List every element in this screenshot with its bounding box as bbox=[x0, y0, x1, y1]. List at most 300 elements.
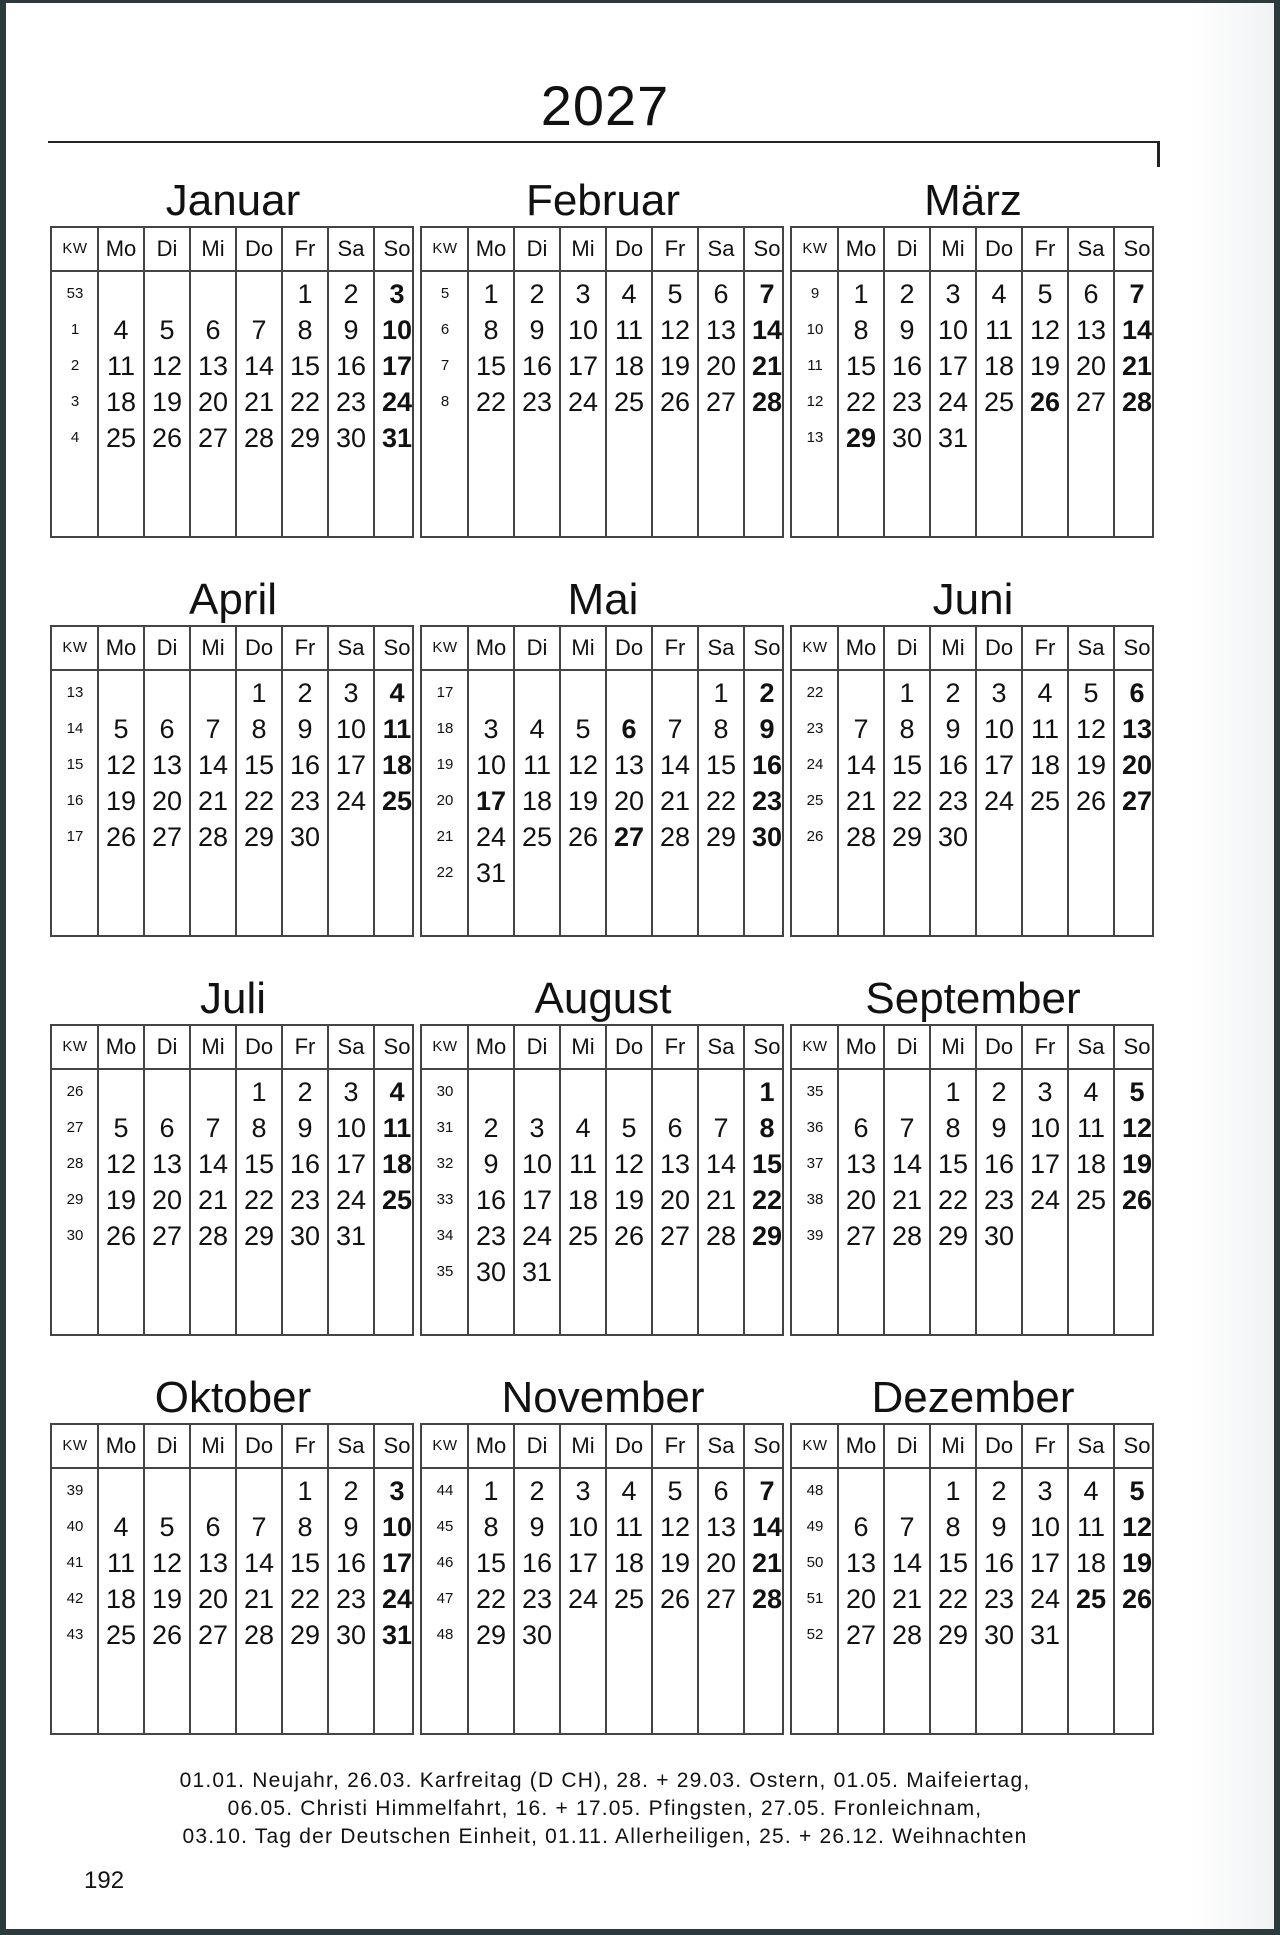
day-cell: 12 bbox=[105, 1149, 137, 1179]
day-cell: 22 bbox=[891, 786, 923, 816]
day-cell: 31 bbox=[335, 1221, 367, 1251]
week-number: 49 bbox=[806, 1518, 824, 1535]
week-number-header: KW bbox=[62, 639, 88, 656]
day-cell: 9 bbox=[991, 1113, 1007, 1143]
day-cell: 26 bbox=[105, 822, 137, 852]
week-number-header: KW bbox=[432, 639, 458, 656]
day-cell: 8 bbox=[297, 315, 313, 345]
day-cell: 23 bbox=[335, 1584, 367, 1614]
week-number: 13 bbox=[66, 684, 84, 701]
year-underline-tick bbox=[1157, 141, 1160, 167]
day-cell: 21 bbox=[659, 786, 691, 816]
weekday-header: Fr bbox=[1034, 1034, 1056, 1059]
day-cell: 13 bbox=[845, 1149, 877, 1179]
month-grid bbox=[420, 1024, 784, 1336]
day-cell: 1 bbox=[297, 1476, 313, 1506]
month-title: November bbox=[501, 1373, 705, 1422]
day-cell: 14 bbox=[891, 1149, 923, 1179]
day-cell: 28 bbox=[705, 1221, 737, 1251]
month-title: April bbox=[188, 575, 278, 624]
sunday-day: 19 bbox=[1121, 1149, 1153, 1179]
sunday-day: 1 bbox=[759, 1077, 775, 1107]
day-cell: 18 bbox=[613, 351, 645, 381]
day-cell: 10 bbox=[1029, 1512, 1061, 1542]
week-number: 50 bbox=[806, 1554, 824, 1571]
weekday-header: Di bbox=[156, 236, 178, 261]
month-grid bbox=[50, 625, 414, 937]
weekday-header: So bbox=[383, 635, 411, 660]
weekday-header: Mo bbox=[105, 635, 137, 660]
week-number: 10 bbox=[806, 321, 824, 338]
day-cell: 17 bbox=[335, 750, 367, 780]
day-cell: 10 bbox=[983, 714, 1015, 744]
week-number-header: KW bbox=[62, 1437, 88, 1454]
weekday-header: Fr bbox=[664, 635, 686, 660]
day-cell: 26 bbox=[567, 822, 599, 852]
holiday-line: 06.05. Christi Himmelfahrt, 16. + 17.05. Pfingsten, 27.05. Fronleichnam, bbox=[227, 1797, 983, 1820]
day-cell: 4 bbox=[529, 714, 545, 744]
week-number: 51 bbox=[806, 1590, 824, 1607]
week-number: 45 bbox=[436, 1518, 454, 1535]
weekday-header: So bbox=[1123, 1034, 1151, 1059]
day-cell: 19 bbox=[105, 786, 137, 816]
week-number: 48 bbox=[436, 1626, 454, 1643]
day-cell: 15 bbox=[937, 1548, 969, 1578]
week-number: 35 bbox=[806, 1083, 824, 1100]
weekday-header: Sa bbox=[1077, 635, 1105, 660]
month-grid bbox=[790, 625, 1154, 937]
day-cell: 30 bbox=[983, 1620, 1015, 1650]
day-cell: 1 bbox=[713, 678, 729, 708]
week-number: 7 bbox=[440, 357, 450, 374]
day-cell: 27 bbox=[845, 1620, 877, 1650]
day-cell: 3 bbox=[945, 279, 961, 309]
day-cell: 4 bbox=[1083, 1476, 1099, 1506]
grid-header-line bbox=[422, 1068, 782, 1070]
week-number: 52 bbox=[806, 1626, 824, 1643]
weekday-header: So bbox=[383, 236, 411, 261]
day-cell: 6 bbox=[853, 1113, 869, 1143]
day-cell: 28 bbox=[891, 1620, 923, 1650]
sunday-day: 7 bbox=[759, 1476, 775, 1506]
sunday-day: 16 bbox=[751, 750, 783, 780]
day-cell: 4 bbox=[113, 315, 129, 345]
month-grid bbox=[790, 1024, 1154, 1336]
day-cell: 30 bbox=[335, 1620, 367, 1650]
holiday-line: 01.01. Neujahr, 26.03. Karfreitag (D CH), 28. + 29.03. Ostern, 01.05. Maifeiertag, bbox=[179, 1769, 1031, 1792]
day-cell: 15 bbox=[937, 1149, 969, 1179]
sunday-day: 18 bbox=[381, 1149, 413, 1179]
day-cell: 2 bbox=[529, 1476, 545, 1506]
day-cell: 15 bbox=[475, 351, 507, 381]
day-cell: 12 bbox=[659, 315, 691, 345]
day-cell: 6 bbox=[159, 1113, 175, 1143]
day-cell: 15 bbox=[243, 1149, 275, 1179]
day-cell: 13 bbox=[705, 1512, 737, 1542]
day-cell: 7 bbox=[899, 1113, 915, 1143]
day-cell: 22 bbox=[289, 387, 321, 417]
weekday-header: Do bbox=[614, 635, 644, 660]
day-cell: 2 bbox=[297, 1077, 313, 1107]
day-cell: 14 bbox=[197, 1149, 229, 1179]
weekday-header: Di bbox=[156, 1034, 178, 1059]
day-cell: 13 bbox=[613, 750, 645, 780]
week-number: 38 bbox=[806, 1191, 824, 1208]
day-cell: 16 bbox=[475, 1185, 507, 1215]
day-cell: 11 bbox=[984, 315, 1014, 345]
day-cell: 23 bbox=[937, 786, 969, 816]
day-cell: 21 bbox=[197, 1185, 229, 1215]
sunday-day: 26 bbox=[1121, 1185, 1153, 1215]
weekday-header: Do bbox=[984, 635, 1014, 660]
sunday-day: 27 bbox=[1121, 786, 1153, 816]
day-cell: 25 bbox=[105, 423, 137, 453]
day-cell: 31 bbox=[937, 423, 969, 453]
month-title: März bbox=[924, 176, 1022, 225]
day-cell: 24 bbox=[1029, 1584, 1061, 1614]
day-cell: 12 bbox=[567, 750, 599, 780]
month-grid bbox=[420, 625, 784, 937]
day-cell: 21 bbox=[197, 786, 229, 816]
sunday-day: 23 bbox=[751, 786, 783, 816]
day-cell: 5 bbox=[667, 1476, 683, 1506]
sunday-day: 25 bbox=[381, 786, 413, 816]
day-cell: 8 bbox=[945, 1113, 961, 1143]
day-cell: 22 bbox=[475, 1584, 507, 1614]
day-cell: 16 bbox=[289, 1149, 321, 1179]
day-cell: 15 bbox=[891, 750, 923, 780]
week-number: 33 bbox=[436, 1191, 454, 1208]
day-cell: 25 bbox=[613, 387, 645, 417]
weekday-header: Di bbox=[896, 1433, 918, 1458]
day-cell: 5 bbox=[113, 1113, 129, 1143]
month-block bbox=[48, 974, 418, 1434]
weekday-header: Fr bbox=[1034, 635, 1056, 660]
day-cell: 5 bbox=[159, 315, 175, 345]
day-cell: 16 bbox=[937, 750, 969, 780]
sunday-day: 22 bbox=[751, 1185, 783, 1215]
week-number: 2 bbox=[70, 357, 80, 374]
day-cell: 21 bbox=[845, 786, 877, 816]
month-block bbox=[418, 176, 788, 636]
day-cell: 29 bbox=[289, 1620, 321, 1650]
day-cell: 20 bbox=[659, 1185, 691, 1215]
day-cell: 18 bbox=[1075, 1149, 1107, 1179]
day-cell: 11 bbox=[522, 750, 552, 780]
weekday-header: Di bbox=[896, 1034, 918, 1059]
month-block bbox=[48, 176, 418, 636]
day-cell: 12 bbox=[613, 1149, 645, 1179]
day-cell: 1 bbox=[251, 678, 267, 708]
day-cell: 27 bbox=[151, 822, 183, 852]
day-cell: 30 bbox=[937, 822, 969, 852]
day-cell: 20 bbox=[151, 786, 183, 816]
weekday-header: Mi bbox=[201, 236, 225, 261]
day-cell: 25 bbox=[1075, 1185, 1107, 1215]
sunday-day: 14 bbox=[751, 315, 783, 345]
weekday-header: Do bbox=[614, 1433, 644, 1458]
day-cell: 28 bbox=[243, 423, 275, 453]
day-cell: 12 bbox=[659, 1512, 691, 1542]
day-cell: 3 bbox=[343, 1077, 359, 1107]
day-cell: 15 bbox=[475, 1548, 507, 1578]
day-cell: 17 bbox=[567, 351, 599, 381]
week-number: 8 bbox=[440, 393, 450, 410]
day-cell: 8 bbox=[251, 714, 267, 744]
day-cell: 1 bbox=[251, 1077, 267, 1107]
week-number: 6 bbox=[440, 321, 450, 338]
sunday-day: 28 bbox=[751, 387, 783, 417]
day-cell: 2 bbox=[343, 1476, 359, 1506]
sunday-day: 29 bbox=[751, 1221, 783, 1251]
sunday-day: 28 bbox=[1121, 387, 1153, 417]
day-cell: 16 bbox=[983, 1149, 1015, 1179]
day-cell: 19 bbox=[567, 786, 599, 816]
week-number: 5 bbox=[440, 285, 450, 302]
week-number: 21 bbox=[436, 828, 454, 845]
day-cell: 7 bbox=[205, 1113, 221, 1143]
day-cell: 6 bbox=[713, 279, 729, 309]
week-number: 28 bbox=[66, 1155, 84, 1172]
page-edge-shadow bbox=[1190, 3, 1274, 1929]
week-number: 39 bbox=[806, 1227, 824, 1244]
day-cell: 13 bbox=[1075, 315, 1107, 345]
weekday-header: Mi bbox=[201, 1433, 225, 1458]
weekday-header: Mo bbox=[845, 635, 877, 660]
month-block bbox=[788, 974, 1158, 1434]
day-cell: 27 bbox=[659, 1221, 691, 1251]
day-cell: 29 bbox=[891, 822, 923, 852]
day-cell: 29 bbox=[289, 423, 321, 453]
day-cell: 8 bbox=[483, 1512, 499, 1542]
day-cell: 17 bbox=[1029, 1149, 1061, 1179]
sunday-day: 11 bbox=[382, 1113, 412, 1143]
sunday-day: 21 bbox=[1121, 351, 1153, 381]
day-cell: 12 bbox=[105, 750, 137, 780]
month-title: Juni bbox=[932, 575, 1014, 624]
day-cell: 13 bbox=[845, 1548, 877, 1578]
day-cell: 2 bbox=[483, 1113, 499, 1143]
day-cell: 9 bbox=[483, 1149, 499, 1179]
weekday-header: Fr bbox=[294, 236, 316, 261]
day-cell: 24 bbox=[335, 786, 367, 816]
weekday-header: So bbox=[383, 1433, 411, 1458]
day-cell: 23 bbox=[521, 387, 553, 417]
sunday-day: 20 bbox=[1121, 750, 1153, 780]
day-cell: 11 bbox=[1076, 1113, 1106, 1143]
sunday-day: 13 bbox=[1121, 714, 1153, 744]
day-cell: 20 bbox=[151, 1185, 183, 1215]
day-cell: 5 bbox=[113, 714, 129, 744]
day-cell: 10 bbox=[521, 1149, 553, 1179]
day-cell: 29 bbox=[243, 822, 275, 852]
day-cell: 28 bbox=[197, 1221, 229, 1251]
week-number: 18 bbox=[436, 720, 454, 737]
weekday-header: Do bbox=[984, 1034, 1014, 1059]
day-cell: 30 bbox=[475, 1257, 507, 1287]
weekday-header: Sa bbox=[707, 1034, 735, 1059]
sunday-day: 31 bbox=[381, 1620, 413, 1650]
weekday-header: Mi bbox=[201, 635, 225, 660]
month-block bbox=[418, 575, 788, 1035]
day-cell: 5 bbox=[1083, 678, 1099, 708]
day-cell: 18 bbox=[613, 1548, 645, 1578]
day-cell: 25 bbox=[567, 1221, 599, 1251]
day-cell: 18 bbox=[1075, 1548, 1107, 1578]
weekday-header: Do bbox=[244, 1034, 274, 1059]
day-cell: 10 bbox=[937, 315, 969, 345]
day-cell: 15 bbox=[243, 750, 275, 780]
day-cell: 20 bbox=[705, 1548, 737, 1578]
weekday-header: Mo bbox=[475, 236, 507, 261]
day-cell: 15 bbox=[289, 351, 321, 381]
day-cell: 24 bbox=[475, 822, 507, 852]
day-cell: 2 bbox=[899, 279, 915, 309]
week-number: 12 bbox=[806, 393, 824, 410]
day-cell: 20 bbox=[845, 1584, 877, 1614]
weekday-header: Mo bbox=[845, 236, 877, 261]
week-number: 24 bbox=[806, 756, 824, 773]
day-cell: 10 bbox=[567, 1512, 599, 1542]
week-number: 34 bbox=[436, 1227, 454, 1244]
day-cell: 4 bbox=[621, 1476, 637, 1506]
week-number: 43 bbox=[66, 1626, 84, 1643]
day-cell: 23 bbox=[983, 1584, 1015, 1614]
week-number: 53 bbox=[66, 285, 84, 302]
day-cell: 26 bbox=[659, 387, 691, 417]
weekday-header: Do bbox=[244, 236, 274, 261]
day-cell: 25 bbox=[613, 1584, 645, 1614]
day-cell: 9 bbox=[343, 1512, 359, 1542]
day-cell: 18 bbox=[1029, 750, 1061, 780]
day-cell: 9 bbox=[529, 315, 545, 345]
day-cell: 18 bbox=[521, 786, 553, 816]
sunday-day: 5 bbox=[1129, 1077, 1145, 1107]
weekday-header: Sa bbox=[337, 236, 365, 261]
day-cell: 19 bbox=[1075, 750, 1107, 780]
day-cell: 26 bbox=[1075, 786, 1107, 816]
day-cell: 22 bbox=[705, 786, 737, 816]
day-cell: 22 bbox=[475, 387, 507, 417]
day-cell: 10 bbox=[1029, 1113, 1061, 1143]
week-number: 1 bbox=[70, 321, 80, 338]
weekday-header: Sa bbox=[1077, 1433, 1105, 1458]
day-cell: 6 bbox=[713, 1476, 729, 1506]
day-cell: 5 bbox=[667, 279, 683, 309]
day-cell: 16 bbox=[335, 1548, 367, 1578]
day-cell: 9 bbox=[529, 1512, 545, 1542]
week-number: 26 bbox=[806, 828, 824, 845]
weekday-header: Fr bbox=[1034, 1433, 1056, 1458]
weekday-header: So bbox=[1123, 236, 1151, 261]
weekday-header: Sa bbox=[337, 1034, 365, 1059]
day-cell: 16 bbox=[521, 1548, 553, 1578]
month-grid bbox=[790, 226, 1154, 538]
sunday-day: 6 bbox=[1129, 678, 1145, 708]
day-cell: 6 bbox=[853, 1512, 869, 1542]
day-cell: 7 bbox=[899, 1512, 915, 1542]
day-cell: 23 bbox=[891, 387, 923, 417]
day-cell: 27 bbox=[845, 1221, 877, 1251]
week-number: 17 bbox=[66, 828, 84, 845]
day-cell: 4 bbox=[1083, 1077, 1099, 1107]
page-number: 192 bbox=[84, 1867, 125, 1894]
week-number-header: KW bbox=[432, 1437, 458, 1454]
day-cell: 3 bbox=[529, 1113, 545, 1143]
day-cell: 16 bbox=[289, 750, 321, 780]
day-cell: 15 bbox=[705, 750, 737, 780]
week-number: 26 bbox=[66, 1083, 84, 1100]
month-grid bbox=[50, 1024, 414, 1336]
day-cell: 6 bbox=[205, 1512, 221, 1542]
day-cell: 24 bbox=[567, 1584, 599, 1614]
day-cell: 9 bbox=[297, 1113, 313, 1143]
day-cell: 9 bbox=[945, 714, 961, 744]
weekday-header: Do bbox=[984, 1433, 1014, 1458]
week-number: 30 bbox=[66, 1227, 84, 1244]
weekday-header: Mo bbox=[105, 1433, 137, 1458]
day-cell: 22 bbox=[845, 387, 877, 417]
month-title: Februar bbox=[525, 176, 681, 225]
sunday-day: 8 bbox=[759, 1113, 775, 1143]
week-number: 13 bbox=[806, 429, 824, 446]
day-cell: 25 bbox=[983, 387, 1015, 417]
day-cell: 27 bbox=[197, 423, 229, 453]
week-number: 9 bbox=[810, 285, 820, 302]
day-cell: 31 bbox=[521, 1257, 553, 1287]
weekday-header: Fr bbox=[294, 1433, 316, 1458]
day-cell: 17 bbox=[983, 750, 1015, 780]
day-cell: 7 bbox=[713, 1113, 729, 1143]
weekday-header: Sa bbox=[1077, 236, 1105, 261]
day-cell: 24 bbox=[983, 786, 1015, 816]
day-cell: 11 bbox=[568, 1149, 598, 1179]
weekday-header: Mo bbox=[475, 635, 507, 660]
day-cell: 28 bbox=[197, 822, 229, 852]
day-cell: 11 bbox=[614, 1512, 644, 1542]
week-number: 47 bbox=[436, 1590, 454, 1607]
sunday-day: 7 bbox=[1129, 279, 1145, 309]
day-cell: 3 bbox=[483, 714, 499, 744]
day-cell: 4 bbox=[113, 1512, 129, 1542]
week-number: 15 bbox=[66, 756, 84, 773]
day-cell: 16 bbox=[521, 351, 553, 381]
weekday-header: So bbox=[383, 1034, 411, 1059]
day-cell: 6 bbox=[1083, 279, 1099, 309]
week-number: 22 bbox=[806, 684, 824, 701]
sunday-day: 17 bbox=[381, 351, 413, 381]
day-cell: 14 bbox=[705, 1149, 737, 1179]
day-cell: 23 bbox=[521, 1584, 553, 1614]
day-cell: 31 bbox=[1029, 1620, 1061, 1650]
week-number-header: KW bbox=[802, 1038, 828, 1055]
day-cell: 24 bbox=[1029, 1185, 1061, 1215]
day-cell: 20 bbox=[845, 1185, 877, 1215]
sunday-day: 18 bbox=[381, 750, 413, 780]
day-cell: 16 bbox=[335, 351, 367, 381]
sunday-day: 17 bbox=[381, 1548, 413, 1578]
day-cell: 1 bbox=[945, 1476, 961, 1506]
day-cell: 9 bbox=[899, 315, 915, 345]
day-cell: 29 bbox=[243, 1221, 275, 1251]
day-cell: 9 bbox=[343, 315, 359, 345]
day-cell: 4 bbox=[621, 279, 637, 309]
week-number: 44 bbox=[436, 1482, 454, 1499]
weekday-header: Sa bbox=[1077, 1034, 1105, 1059]
weekday-header: Fr bbox=[294, 1034, 316, 1059]
day-cell: 28 bbox=[659, 822, 691, 852]
day-cell: 27 bbox=[705, 1584, 737, 1614]
